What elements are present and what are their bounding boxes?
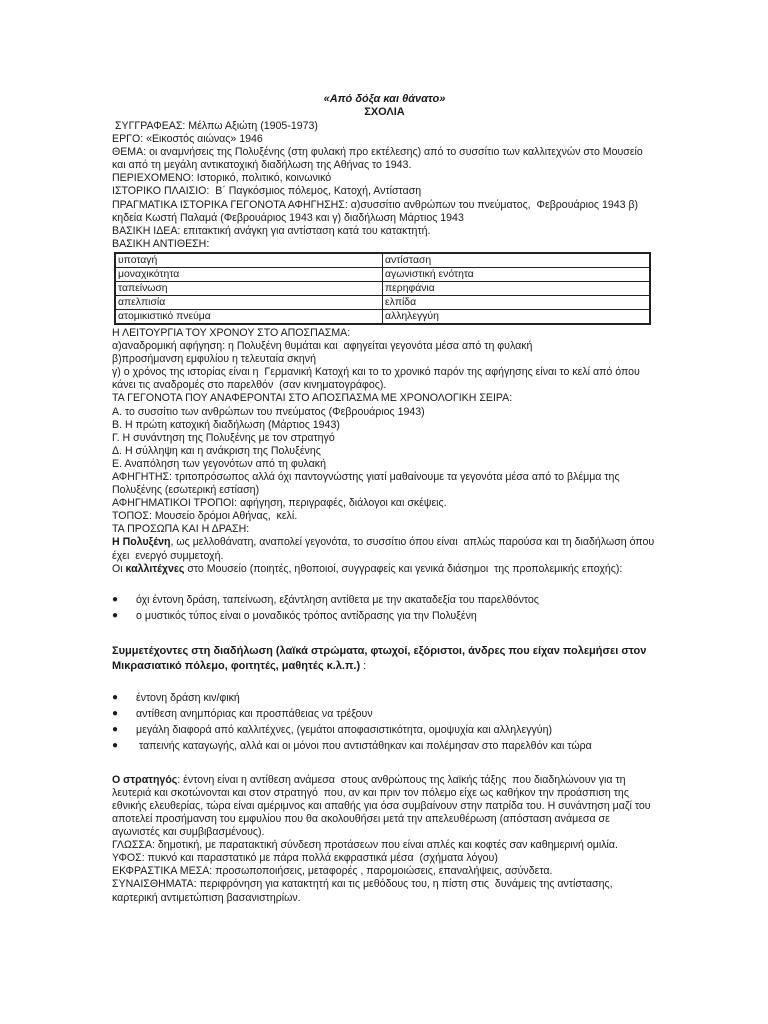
general-paragraph [112,774,657,839]
table-cell: υποταγή [115,253,383,268]
list-item-text: αντίθεση ανημπόριας και προσπάθειας να τρέξουν [136,707,373,720]
table-cell: περηφάνια [383,281,651,295]
table-cell: ελπίδα [383,295,651,309]
text-line: Α. το συσσίτιο των ανθρώπων του πνεύματος (Φεβρουάριος 1943) [112,405,425,418]
table-cell: αλληλεγγύη [383,309,651,324]
list-item [112,592,657,608]
emotions-line: ΣΥΝΑΙΣΘΗΜΑΤΑ: περιφρόνηση για κατακτητή και τις μεθόδους του, η πίστη στις δυνάμεις της αντίστασης, καρτερική αντιμετώπιση βασανιστηρίων. [112,878,616,904]
participants-heading [112,644,657,674]
table-row [115,253,650,268]
list-item-text: μεγάλη διαφορά από καλλιτέχνες, (γεμάτοι αποφασιστικότητα, ομοψυχία και αλληλεγγύη) [136,723,553,736]
table-cell: ατομικιστικό πνεύμα [115,309,383,324]
list-item [112,608,657,624]
artists-text: στο Μουσείο (ποιητές, ηθοποιοί, συγγραφείς και γενικά διάσημοι της προπολεμικής εποχής): [184,562,623,575]
list-item [112,738,657,754]
text-line: ΤΑ ΓΕΓΟΝΟΤΑ ΠΟΥ ΑΝΑΦΕΡΟΝΤΑΙ ΣΤΟ ΑΠΟΣΠΑΣΜΑ ΜΕ ΧΡΟΝΟΛΟΓΙΚΗ ΣΕΙΡΑ: [112,392,513,405]
text-line: Β. Η πρώτη κατοχική διαδήλωση (Μάρτιος 1943) [112,418,340,431]
participants-heading-suffix: : [360,659,367,672]
text-line: Δ. Η σύλληψη και η ανάκριση της Πολυξένης [112,444,321,457]
artists-paragraph [112,563,657,576]
bullet-icon: ● [112,707,119,719]
style-section [112,839,657,904]
main-antithesis-label: ΒΑΣΙΚΗ ΑΝΤΙΘΕΣΗ: [112,237,210,250]
list-item-text: ο μυστικός τύπος είναι ο μοναδικός τρόπος αντίδρασης για την Πολυξένη [136,609,477,622]
header-info [112,120,657,251]
text-line: γ) ο χρόνος της ιστορίας είναι η Γερμανική Κατοχή και το το χρονικό παρόν της αφήγησης είναι το κελί από όπου κάνει τις αναδρομές στο παρελθόν (σαν κινηματογράφος). [112,366,643,392]
text-line: α)αναδρομική αφήγηση: η Πολυξένη θυμάται και αφηγείται γεγονότα μέσα από τη φυλακή [112,340,533,353]
text-line: β)προσήμανση εμφυλίου η τελευταία σκηνή [112,353,316,366]
bullet-icon: ● [112,593,119,605]
list-item [112,690,657,706]
table-cell: αντίσταση [383,253,651,268]
list-item-text: όχι έντονη δράση, ταπείνωση, εξάντληση αντίθετα με την ακαταδεξία του παρελθόντος [136,593,539,606]
table-cell: μοναχικότητα [115,267,383,281]
language-line: ΓΛΩΣΣΑ: δημοτική, με παρατακτική σύνδεση προτάσεων που είναι απλές και κοφτές σαν καθημερινή ομιλία. [112,839,618,852]
main-idea-line: ΒΑΣΙΚΗ ΙΔΕΑ: επιτακτική ανάγκη για αντίσταση κατά του κατακτητή. [112,224,431,237]
participants-bullet-list [112,690,657,754]
table-row [115,309,650,324]
list-item [112,722,657,738]
theme-line: ΘΕΜΑ: οι αναμνήσεις της Πολυξένης (στη φυλακή προ εκτέλεσης) από το συσσίτιο των καλλιτεχνών στο Μουσείο και από τη μεγάλη αντικατοχική διαδήλωση της Αθήνας το 1943. [112,146,646,172]
antithesis-table [114,252,651,325]
table-cell: ταπείνωση [115,281,383,295]
historical-context-line: ΙΣΤΟΡΙΚΟ ΠΛΑΙΣΙΟ: Β΄ Παγκόσμιος πόλεμος, Κατοχή, Αντίσταση [112,185,422,198]
bullet-icon: ● [112,739,119,751]
bullet-icon: ● [112,609,119,621]
artists-prefix: Οι [112,562,126,575]
document-title: «Από δόξα και θάνατο» [323,93,446,105]
text-line: ΑΦΗΓΗΤΗΣ: τριτοπρόσωπος αλλά όχι παντογνώστης γιατί μαθαίνουμε τα γεγονότα μέσα από το βλέμμα της Πολυξένης (εσωτερική εστίαση) [112,470,623,497]
general-name: Ο στρατηγός [112,773,178,786]
artists-name: καλλιτέχνες [125,562,185,575]
text-line: Ε. Αναπόληση των γεγονότων από τη φυλακή [112,457,326,470]
historical-events-line: ΠΡΑΓΜΑΤΙΚΑ ΙΣΤΟΡΙΚΑ ΓΕΓΟΝΟΤΑ ΑΦΗΓΗΣΗΣ: α)συσσίτιο ανθρώπων του πνεύματος, Φεβρουάριος 1943 β) κηδεία Κωστή Παλαμά (Φεβρουάριος 1943 και γ) διαδήλωση Μάρτιος 1943 [112,198,642,224]
bullet-icon: ● [112,691,119,703]
list-item [112,706,657,722]
table-row [115,267,650,281]
list-item-text: ταπεινής καταγωγής, αλλά και οι μόνοι που αντιστάθηκαν και πολέμησαν στο παρελθόν και τώρα [136,739,592,752]
text-line: ΤΑ ΠΡΟΣΩΠΑ ΚΑΙ Η ΔΡΑΣΗ: [112,523,250,536]
participants-heading-text: Συμμετέχοντες στη διαδήλωση (λαϊκά στρώματα, φτωχοί, εξόριστοι, άνδρες που είχαν πολεμήσει στον Μικρασιατικό πόλεμο, φοιτητές, μαθητές κ.λ.π.) [112,644,647,672]
author-line: ΣΥΓΓΡΑΦΕΑΣ: Μέλπω Αξιώτη (1905-1973) [112,120,318,132]
table-cell: αγωνιστική ενότητα [383,267,651,281]
text-line: Γ. Η συνάντηση της Πολυξένης με τον στρατηγό [112,431,335,444]
table-cell: απελπισία [115,295,383,309]
time-section [112,327,657,537]
document-subtitle: ΣΧΟΛΙΑ [364,106,405,118]
work-line: ΕΡΓΟ: «Εικοστός αιώνας» 1946 [112,133,263,146]
expressive-means-line: ΕΚΦΡΑΣΤΙΚΑ ΜΕΣΑ: προσωποποιήσεις, μεταφορές , παρομοιώσεις, επαναλήψεις, ασύνδετα. [112,865,553,878]
general-text: : έντονη είναι η αντίθεση ανάμεσα στους ανθρώπους της λαϊκής τάξης που διαδηλώνουν για τη λευτεριά και σκοτώνονται και στον στρατηγό που, αν και πριν τον πόλεμο είχε ως καθήκον την προάσπιση της εθνικής ελευθερίας, τώρα είναι αμέριμνος και απαθής για όσα συμβαίνουν στην πατρίδα του. Η συνάντηση μαζί του αποτελεί προσήμανση του εμφυλίου που θα ακολουθήσει μετά την απελευθέρωση (απόσταση ανάμεσα σε αγωνιστές και συμβιβασμένους). [112,773,657,839]
style-line: ΥΦΟΣ: πυκνό και παραστατικό με πάρα πολλά εκφραστικά μέσα (σχήματα λόγου) [112,852,498,865]
table-row [115,295,650,309]
document-page [112,93,657,905]
text-line: ΑΦΗΓΗΜΑΤΙΚΟΙ ΤΡΟΠΟΙ: αφήγηση, περιγραφές, διάλογοι και σκέψεις. [112,497,447,510]
table-row [115,281,650,295]
polyxeni-paragraph [112,536,657,562]
content-line: ΠΕΡΙΕΧΟΜΕΝΟ: Ιστορικό, πολιτικό, κοινωνικό [112,172,332,185]
polyxeni-text: , ως μελλοθάνατη, αναπολεί γεγονότα, το συσσίτιο όπου είναι απλώς παρούσα και τη διαδήλωση όπου έχει ενεργό συμμετοχή. [112,536,658,562]
artists-bullet-list [112,592,657,624]
list-item-text: έντονη δράση κιν/φική [136,691,240,704]
polyxeni-name: Η Πολυξένη [112,536,171,549]
text-line: ΤΟΠΟΣ: Μουσείο δρόμοι Αθήνας, κελί. [112,510,298,523]
bullet-icon: ● [112,723,119,735]
text-line: Η ΛΕΙΤΟΥΡΓΙΑ ΤΟΥ ΧΡΟΝΟΥ ΣΤΟ ΑΠΟΣΠΑΣΜΑ: [112,326,351,339]
